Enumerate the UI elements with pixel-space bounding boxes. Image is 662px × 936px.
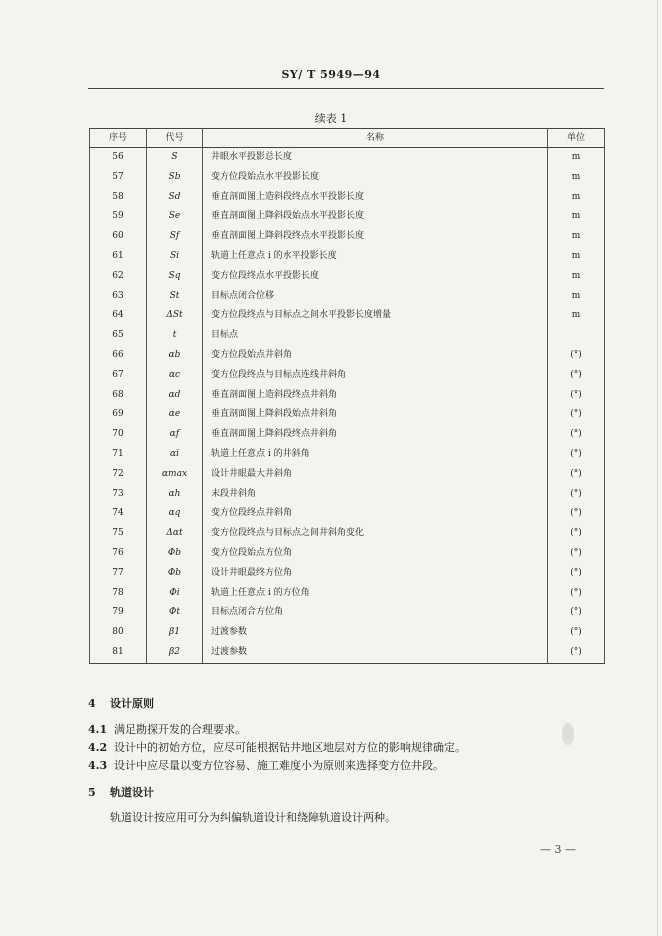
table-row xyxy=(90,287,605,307)
row-code: αh xyxy=(147,485,203,505)
row-unit: (°) xyxy=(548,465,605,485)
table-row xyxy=(90,227,605,247)
scan-edge xyxy=(657,0,658,936)
row-code: αe xyxy=(147,405,203,425)
row-code: Sb xyxy=(147,168,203,188)
clause-number: 4.3 xyxy=(88,759,108,772)
row-unit: (°) xyxy=(548,346,605,366)
row-code: β2 xyxy=(147,643,203,663)
row-name: 设计井眼最终方位角 xyxy=(203,564,548,584)
table-row xyxy=(90,267,605,287)
table-row xyxy=(90,524,605,544)
row-number: 77 xyxy=(90,564,147,584)
parameter-table xyxy=(89,128,605,664)
row-code: αq xyxy=(147,504,203,524)
row-code: αf xyxy=(147,425,203,445)
row-name: 变方位段终点井斜角 xyxy=(203,504,548,524)
row-code: Φb xyxy=(147,544,203,564)
row-name: 垂直剖面图上降斜段始点井斜角 xyxy=(203,405,548,425)
row-number: 58 xyxy=(90,188,147,208)
row-name: 目标点闭合位移 xyxy=(203,287,548,307)
clause-text: 设计中的初始方位，应尽可能根据钻井地区地层对方位的影响规律确定。 xyxy=(114,741,466,754)
table-row xyxy=(90,306,605,326)
row-number: 69 xyxy=(90,405,147,425)
row-code: β1 xyxy=(147,623,203,643)
row-number: 81 xyxy=(90,643,147,663)
table-row xyxy=(90,623,605,643)
row-unit: (°) xyxy=(548,504,605,524)
row-number: 73 xyxy=(90,485,147,505)
row-unit: (°) xyxy=(548,445,605,465)
table-row xyxy=(90,386,605,406)
col-header-name: 名称 xyxy=(203,129,548,148)
row-code: Sd xyxy=(147,188,203,208)
row-code: Sf xyxy=(147,227,203,247)
clause-4-1 xyxy=(88,721,246,737)
section-5-body: 轨道设计按应用可分为纠偏轨道设计和绕障轨道设计两种。 xyxy=(110,811,396,824)
row-unit: (°) xyxy=(548,386,605,406)
row-name: 变方位段终点与目标点之间水平投影长度增量 xyxy=(203,306,548,326)
row-number: 74 xyxy=(90,504,147,524)
row-code: t xyxy=(147,326,203,346)
row-code: Sq xyxy=(147,267,203,287)
row-name: 末段井斜角 xyxy=(203,485,548,505)
table-row xyxy=(90,465,605,485)
row-name: 垂直剖面图上降斜段终点井斜角 xyxy=(203,425,548,445)
row-number: 64 xyxy=(90,306,147,326)
row-unit: (°) xyxy=(548,564,605,584)
row-name: 轨道上任意点 i 的方位角 xyxy=(203,584,548,604)
row-code: αd xyxy=(147,386,203,406)
clause-number: 4.2 xyxy=(88,741,108,754)
clause-text: 满足勘探开发的合理要求。 xyxy=(114,723,246,736)
row-name: 目标点闭合方位角 xyxy=(203,603,548,623)
row-unit: (°) xyxy=(548,544,605,564)
row-name: 设计井眼最大井斜角 xyxy=(203,465,548,485)
row-unit: m xyxy=(548,306,605,326)
row-code: αmax xyxy=(147,465,203,485)
table-row xyxy=(90,366,605,386)
row-unit: m xyxy=(548,247,605,267)
row-code: αc xyxy=(147,366,203,386)
row-name: 变方位段终点与目标点之间井斜角变化 xyxy=(203,524,548,544)
row-number: 63 xyxy=(90,287,147,307)
row-unit: (°) xyxy=(548,584,605,604)
table-body xyxy=(90,148,605,664)
section-title: 轨道设计 xyxy=(110,786,154,799)
clause-number: 4.1 xyxy=(88,723,108,736)
standard-number-header: SY/ T 5949—94 xyxy=(281,68,381,81)
row-code: St xyxy=(147,287,203,307)
row-code: ΔSt xyxy=(147,306,203,326)
col-header-unit: 单位 xyxy=(548,129,605,148)
row-code: Δαt xyxy=(147,524,203,544)
row-unit: (°) xyxy=(548,643,605,663)
table-row xyxy=(90,405,605,425)
col-header-no: 序号 xyxy=(90,129,147,148)
table-row xyxy=(90,584,605,604)
row-unit: m xyxy=(548,287,605,307)
table-row xyxy=(90,544,605,564)
row-number: 72 xyxy=(90,465,147,485)
row-name: 变方位段始点水平投影长度 xyxy=(203,168,548,188)
row-name: 变方位段终点与目标点连线井斜角 xyxy=(203,366,548,386)
row-number: 61 xyxy=(90,247,147,267)
row-number: 70 xyxy=(90,425,147,445)
section-4-heading xyxy=(88,695,154,711)
row-unit: (°) xyxy=(548,603,605,623)
row-code: Si xyxy=(147,247,203,267)
table-row xyxy=(90,603,605,623)
row-unit: (°) xyxy=(548,405,605,425)
row-number: 60 xyxy=(90,227,147,247)
row-number: 71 xyxy=(90,445,147,465)
row-unit xyxy=(548,326,605,346)
table-caption: 续表 1 xyxy=(314,112,348,125)
row-number: 56 xyxy=(90,148,147,168)
table-row xyxy=(90,148,605,168)
row-name: 过渡参数 xyxy=(203,623,548,643)
clause-text: 设计中应尽量以变方位容易、施工难度小为原则来选择变方位井段。 xyxy=(114,759,444,772)
row-number: 79 xyxy=(90,603,147,623)
row-number: 67 xyxy=(90,366,147,386)
row-unit: m xyxy=(548,168,605,188)
section-number: 4 xyxy=(88,697,96,710)
col-header-code: 代号 xyxy=(147,129,203,148)
row-unit: (°) xyxy=(548,366,605,386)
row-number: 78 xyxy=(90,584,147,604)
row-code: S xyxy=(147,148,203,168)
row-code: Φi xyxy=(147,584,203,604)
row-name: 井眼水平投影总长度 xyxy=(203,148,548,168)
table-row xyxy=(90,346,605,366)
table-row xyxy=(90,326,605,346)
row-name: 变方位段终点水平投影长度 xyxy=(203,267,548,287)
row-name: 变方位段始点井斜角 xyxy=(203,346,548,366)
row-unit: m xyxy=(548,188,605,208)
table-row xyxy=(90,188,605,208)
row-name: 轨道上任意点 i 的井斜角 xyxy=(203,445,548,465)
page-number: — 3 — xyxy=(540,843,576,856)
row-code: Se xyxy=(147,207,203,227)
section-number: 5 xyxy=(88,786,96,799)
row-name: 轨道上任意点 i 的水平投影长度 xyxy=(203,247,548,267)
row-unit: (°) xyxy=(548,485,605,505)
row-number: 76 xyxy=(90,544,147,564)
clause-4-3 xyxy=(88,757,444,773)
row-unit: m xyxy=(548,207,605,227)
row-name: 垂直剖面图上降斜段终点水平投影长度 xyxy=(203,227,548,247)
clause-4-2 xyxy=(88,739,466,755)
table-row xyxy=(90,207,605,227)
row-name: 垂直剖面图上造斜段终点井斜角 xyxy=(203,386,548,406)
table-row xyxy=(90,564,605,584)
row-number: 80 xyxy=(90,623,147,643)
row-name: 变方位段始点方位角 xyxy=(203,544,548,564)
table-row xyxy=(90,445,605,465)
row-unit: (°) xyxy=(548,623,605,643)
row-unit: m xyxy=(548,267,605,287)
row-number: 65 xyxy=(90,326,147,346)
row-name: 过渡参数 xyxy=(203,643,548,663)
row-number: 66 xyxy=(90,346,147,366)
row-number: 57 xyxy=(90,168,147,188)
row-code: Φb xyxy=(147,564,203,584)
row-unit: (°) xyxy=(548,425,605,445)
row-unit: m xyxy=(548,148,605,168)
scan-smudge xyxy=(562,723,574,745)
table-header-row xyxy=(90,129,605,148)
table-row xyxy=(90,247,605,267)
table-row xyxy=(90,168,605,188)
table-row xyxy=(90,504,605,524)
row-number: 62 xyxy=(90,267,147,287)
row-code: αb xyxy=(147,346,203,366)
row-unit: m xyxy=(548,227,605,247)
row-name: 垂直剖面图上造斜段终点水平投影长度 xyxy=(203,188,548,208)
table-row xyxy=(90,485,605,505)
row-unit: (°) xyxy=(548,524,605,544)
table-row xyxy=(90,425,605,445)
row-code: αi xyxy=(147,445,203,465)
table-row xyxy=(90,643,605,663)
section-5-heading xyxy=(88,784,154,800)
row-name: 目标点 xyxy=(203,326,548,346)
row-number: 68 xyxy=(90,386,147,406)
row-name: 垂直剖面图上降斜段始点水平投影长度 xyxy=(203,207,548,227)
row-number: 75 xyxy=(90,524,147,544)
section-title: 设计原则 xyxy=(110,697,154,710)
header-rule xyxy=(88,88,604,89)
row-number: 59 xyxy=(90,207,147,227)
row-code: Φt xyxy=(147,603,203,623)
